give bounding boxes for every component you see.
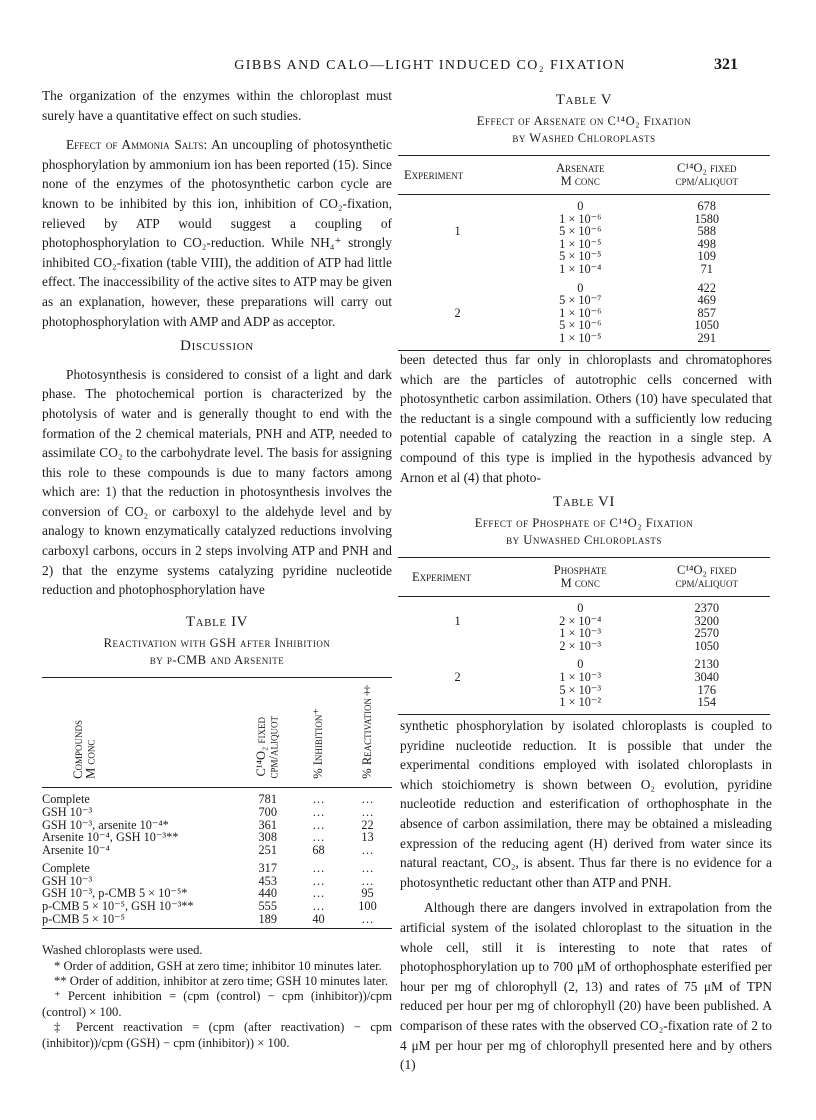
cell-value: 2130 [694, 657, 720, 672]
cell-value: 3200 [694, 613, 720, 628]
cell-value: 3040 [694, 669, 720, 684]
cell-experiment [398, 597, 517, 615]
cell-concentration: 1 × 10⁻² [559, 695, 602, 710]
cell-compound: p-CMB 5 × 10⁻⁵ [42, 911, 125, 926]
column-header: Arsenate M conc [556, 161, 605, 188]
table-title: Table V [555, 92, 613, 108]
table-row [42, 856, 392, 875]
cell-value: 700 [258, 804, 277, 819]
cell-concentration: 2 × 10⁻⁴ [559, 613, 602, 628]
column-header: C¹⁴O₂ fixed cpm/aliquot [254, 716, 281, 779]
cell-value: 291 [697, 330, 716, 345]
cell-compound: Complete [42, 861, 90, 876]
run-in-heading: Effect of Ammonia Salts: [66, 137, 208, 153]
table-row [42, 831, 392, 844]
cell-value: 422 [697, 280, 716, 295]
cell-compound: GSH 10⁻³, p-CMB 5 × 10⁻⁵* [42, 886, 188, 901]
table-row [398, 597, 770, 615]
cell-inhibition: … [312, 830, 325, 845]
cell-value: 361 [258, 817, 277, 832]
cell-experiment [398, 627, 517, 640]
paragraph-ammonia [42, 135, 392, 331]
cell-reactivation: … [361, 804, 374, 819]
footnote: ‡ Percent reactivation = (cpm (after reactivation) − cpm (inhibitor))/cpm (GSH) − cpm (inhibitor)) × 100. [42, 1020, 392, 1050]
cell-value: 857 [697, 305, 716, 320]
table-row [398, 332, 770, 350]
table-title: Table VI [553, 494, 615, 510]
cell-inhibition: … [312, 861, 325, 876]
cell-concentration: 1 × 10⁻⁶ [559, 211, 602, 226]
paragraph-text: An uncoupling of photosynthetic phosphorylation by ammonium ion has been reported (15). Since none of the enzymes of the photosynthetic carbon cycle are known to be inhibited by this ion, inhibition of CO₂-fixation, relieved by ATP would suggest a coupling of photophosphorylation to CO₂-reduction. While NH₄⁺ strongly inhibited CO₂-fixation (table VIII), the addition of ATP had little effect. The inaccessibility of the active sites to ATP may be given as an explanation, however, these preparations will carry out photophosphorylation with AMP and ADP as acceptor. [42, 137, 392, 329]
cell-concentration: 5 × 10⁻⁵ [559, 249, 602, 264]
cell-value: 154 [697, 695, 716, 710]
cell-value: 781 [258, 792, 277, 807]
table-footnotes [42, 943, 392, 1051]
data-table [42, 677, 392, 929]
table-header-row [398, 558, 770, 597]
column-header: % Reactivation‡ [360, 684, 375, 779]
cell-experiment [398, 696, 517, 714]
table-row [398, 640, 770, 653]
cell-value: 498 [697, 236, 716, 251]
table-header-row [398, 156, 770, 195]
table-row [42, 788, 392, 806]
cell-value: 2570 [694, 626, 720, 641]
table-row [398, 294, 770, 307]
cell-compound: Arsenite 10⁻⁴, GSH 10⁻³** [42, 830, 179, 845]
cell-value: 1050 [694, 318, 720, 333]
cell-compound: Arsenite 10⁻⁴ [42, 842, 110, 857]
footnote: ** Order of addition, inhibitor at zero time; GSH 10 minutes later. [54, 974, 389, 989]
table-row [398, 263, 770, 276]
table-row [42, 806, 392, 819]
cell-inhibition: … [312, 804, 325, 819]
cell-inhibition: 40 [312, 911, 325, 926]
cell-value: 440 [258, 886, 277, 901]
table-body [42, 788, 392, 929]
table-body [398, 597, 770, 715]
cell-experiment [398, 294, 517, 307]
right-column-upper [400, 350, 772, 487]
cell-value: 1580 [694, 211, 720, 226]
cell-concentration: 5 × 10⁻⁶ [559, 224, 602, 239]
cell-compound: GSH 10⁻³ [42, 804, 93, 819]
cell-inhibition: … [312, 792, 325, 807]
cell-concentration: 1 × 10⁻⁵ [559, 330, 602, 345]
table-row [398, 627, 770, 640]
cell-value: 469 [697, 293, 716, 308]
cell-value: 109 [697, 249, 716, 264]
column-header: Phosphate M conc [553, 563, 607, 590]
table-row [398, 276, 770, 295]
cell-value: 588 [697, 224, 716, 239]
column-header: % Inhibition⁺ [311, 707, 326, 779]
cell-reactivation: 95 [361, 886, 374, 901]
table-row [42, 913, 392, 929]
cell-concentration: 0 [577, 199, 584, 213]
table-row [398, 696, 770, 714]
cell-value: 555 [258, 899, 277, 914]
table-row [398, 225, 770, 238]
paragraph-discussion: Photosynthesis is considered to consist of a light and dark phase. The photochemical portion is characterized by the photolysis of water and is generally thought to end with the formation of the 2 chemical materials, PNH and ATP, needed to assimilate CO₂ to the carbohydrate level. The basis for assigning this role to these compounds is due to many factors among which are: 1) that the reduction in photosynthesis involves the conversion of CO₂ or carboxyl to the aldehyde level and by analogy to known enzymatically catalyzed reductions involving carboxyl carbons, occurs in 2 steps involving ATP and PNH and 2) that the enzyme systems catalyzing pyridine nucleotide reduction and photophosphorylation have [42, 366, 392, 598]
cell-concentration: 1 × 10⁻³ [559, 626, 602, 641]
paragraph: The organization of the enzymes within the chloroplast must surely have a quantitative effect on such studies. [42, 88, 392, 123]
cell-inhibition: … [312, 899, 325, 914]
table-header-row [42, 678, 392, 788]
cell-experiment [398, 652, 517, 671]
cell-value: 453 [258, 873, 277, 888]
cell-reactivation: … [361, 861, 374, 876]
table-4 [42, 614, 392, 1051]
column-header: C¹⁴O₂ fixed cpm/aliquot [675, 563, 738, 590]
cell-concentration: 0 [577, 657, 584, 672]
cell-value: 308 [258, 830, 277, 845]
table-row [42, 844, 392, 857]
cell-experiment [398, 195, 517, 213]
cell-compound: GSH 10⁻³, arsenite 10⁻⁴* [42, 817, 169, 832]
table-caption: by Washed Chloroplasts [512, 131, 656, 145]
cell-reactivation: 100 [358, 899, 377, 914]
table-caption: by p-CMB and Arsenite [149, 653, 285, 667]
column-header: C¹⁴O₂ fixed cpm/aliquot [675, 161, 738, 188]
table-6 [398, 494, 770, 715]
cell-value: 678 [697, 199, 716, 213]
footnote: * Order of addition, GSH at zero time; inhibitor 10 minutes later. [54, 958, 382, 973]
cell-compound: p-CMB 5 × 10⁻⁵, GSH 10⁻³** [42, 899, 194, 914]
cell-experiment [398, 319, 517, 332]
table-row [398, 195, 770, 213]
cell-concentration: 5 × 10⁻⁶ [559, 318, 602, 333]
cell-reactivation: … [361, 842, 374, 857]
cell-experiment: 1 [454, 224, 461, 239]
section-heading-discussion: Discussion [180, 338, 254, 355]
cell-value: 189 [258, 911, 277, 926]
cell-experiment [398, 332, 517, 350]
cell-value: 2370 [694, 601, 720, 615]
paragraph: synthetic phosphorylation by isolated chloroplasts is coupled to pyridine nucleotide reduction. It is possible that under the experimental conditions employed with isolated chloroplasts in which stoichiometry is shown between O₂ evolution, pyridine nucleotide reduction and esterification of orthophosphate in the absence of carbon assimilation, there may be obtained a misleading expression of the reducing agent (H) derived from water since its natural reactant, CO₂, is absent. Thus far there is no evidence for a photosynthetic reductant other than ATP and PNH. [400, 718, 772, 890]
column-header: Experiment [412, 569, 472, 584]
table-caption: Reactivation with GSH after Inhibition [103, 636, 331, 650]
cell-value: 251 [258, 842, 277, 857]
footnote: ⁺ Percent inhibition = (cpm (control) − cpm (inhibitor))/cpm (control) × 100. [42, 989, 392, 1019]
cell-inhibition: … [312, 886, 325, 901]
table-row [398, 652, 770, 671]
data-table [398, 557, 770, 715]
cell-concentration: 5 × 10⁻⁷ [559, 293, 602, 308]
table-caption: Effect of Arsenate on C¹⁴O₂ Fixation [476, 114, 692, 128]
left-column [42, 86, 392, 600]
column-header: Experiment [404, 167, 464, 182]
cell-value: 71 [700, 261, 713, 276]
table-title: Table IV [185, 614, 249, 630]
cell-reactivation: 22 [361, 817, 374, 832]
cell-concentration: 1 × 10⁻⁶ [559, 305, 602, 320]
cell-experiment: 2 [454, 305, 461, 320]
data-table [398, 155, 770, 351]
paragraph: Although there are dangers involved in extrapolation from the artificial system of the isolated chloroplast to the situation in the whole cell, still it is interesting to note that rates of photophosphorylation up to 700 μM of orthophosphate esterified per hour per mg of chlorophyll (2, 13) and rates of 75 μM of TPN reduced per hour per mg of chlorophyll (20) have been published. A comparison of these rates with the observed CO₂-fixation rate of 2 to 4 μM per hour per mg of chlorophyll presented here and by others (1) [400, 900, 772, 1073]
table-row [42, 900, 392, 913]
cell-value: 176 [697, 682, 716, 697]
running-head: GIBBS AND CALO—LIGHT INDUCED CO₂ FIXATION [234, 58, 626, 73]
cell-experiment [398, 640, 517, 653]
cell-concentration: 1 × 10⁻⁴ [559, 261, 602, 276]
cell-value: 317 [258, 861, 277, 876]
column-header: Compounds M conc [71, 719, 98, 779]
cell-compound: GSH 10⁻³ [42, 873, 93, 888]
cell-inhibition: … [312, 873, 325, 888]
cell-reactivation: 13 [361, 830, 374, 845]
cell-concentration: 0 [577, 601, 584, 615]
cell-concentration: 5 × 10⁻³ [559, 682, 602, 697]
cell-concentration: 2 × 10⁻³ [559, 638, 602, 653]
table-caption: by Unwashed Chloroplasts [506, 533, 662, 547]
cell-experiment [398, 238, 517, 251]
cell-experiment [398, 684, 517, 697]
table-caption: Effect of Phosphate of C¹⁴O₂ Fixation [474, 516, 694, 530]
cell-reactivation: … [361, 873, 374, 888]
right-column-lower [400, 716, 772, 1075]
page-number: 321 [714, 56, 738, 73]
cell-reactivation: … [361, 911, 374, 926]
table-5 [398, 92, 770, 351]
cell-reactivation: … [361, 792, 374, 807]
cell-experiment: 2 [454, 669, 461, 684]
table-row [398, 671, 770, 684]
cell-experiment: 1 [454, 613, 461, 628]
table-body [398, 195, 770, 351]
paragraph: been detected thus far only in chloroplasts and chromatophores which are the particles of autotrophic cells concerned with photosynthetic carbon assimilation. Others (10) have speculated that the reductant is a single compound with a sufficiently low reducing potential capable of catalyzing the reaction in a single step. A compound of this type is implied in the hypothesis advanced by Arnon et al (4) that photo- [400, 352, 772, 485]
cell-inhibition: 68 [312, 842, 325, 857]
cell-experiment [398, 276, 517, 295]
cell-compound: Complete [42, 792, 90, 807]
cell-concentration: 0 [577, 280, 584, 295]
cell-value: 1050 [694, 638, 720, 653]
footnote: Washed chloroplasts were used. [42, 943, 203, 958]
cell-experiment [398, 263, 517, 276]
cell-concentration: 1 × 10⁻⁵ [559, 236, 602, 251]
cell-experiment [398, 250, 517, 263]
cell-concentration: 1 × 10⁻³ [559, 669, 602, 684]
cell-inhibition: … [312, 817, 325, 832]
